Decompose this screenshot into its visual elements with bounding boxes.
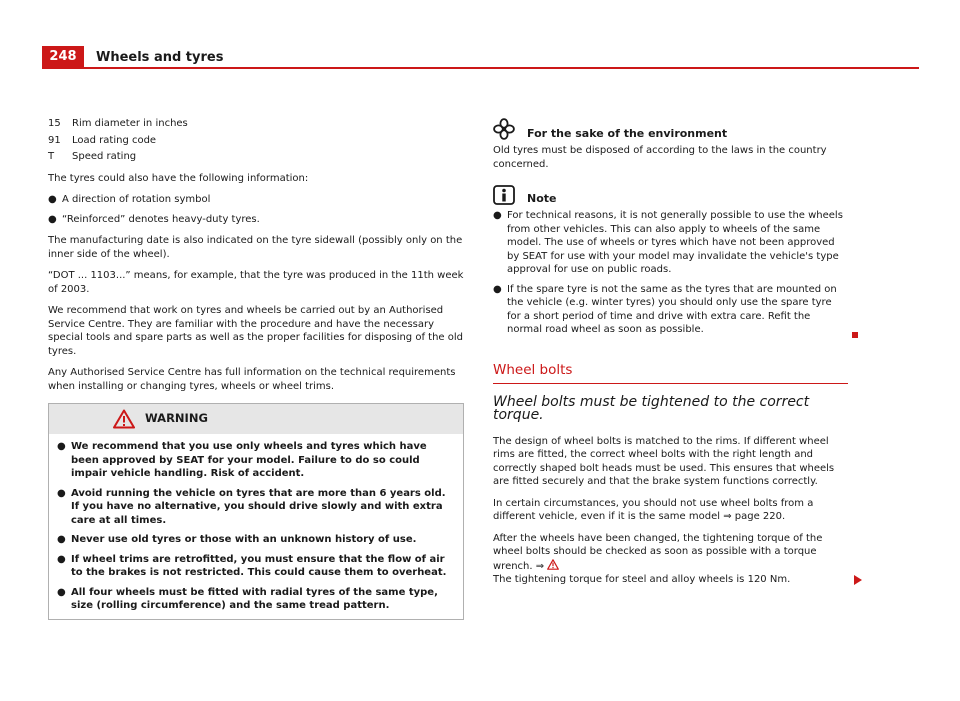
warning-header bbox=[49, 404, 463, 434]
code-key: 15 bbox=[48, 118, 61, 129]
list-item bbox=[48, 193, 464, 207]
paragraph-dot: “DOT ... 1103...” means, for example, that the tyre was produced in the 11th week of 2003. bbox=[48, 270, 464, 295]
tyre-code-list bbox=[48, 117, 464, 164]
paragraph-torque bbox=[493, 532, 848, 587]
warning-reference-link[interactable]: ⇒ bbox=[535, 560, 545, 572]
note-bullets bbox=[493, 209, 848, 337]
code-row bbox=[48, 134, 464, 148]
list-item bbox=[57, 533, 455, 547]
note-header bbox=[493, 185, 848, 205]
code-row bbox=[48, 117, 464, 131]
right-column bbox=[493, 118, 848, 587]
code-desc: Rim diameter in inches bbox=[72, 118, 188, 129]
list-item bbox=[57, 487, 455, 528]
list-item bbox=[57, 586, 455, 613]
section-title: Wheel bolts bbox=[493, 364, 848, 384]
paragraph-circumstances bbox=[493, 497, 848, 524]
bullet-icon: ● bbox=[57, 586, 66, 598]
code-key: T bbox=[48, 151, 55, 162]
paragraph-text: The tightening torque for steel and alloy wheels is 120 Nm. bbox=[493, 574, 791, 585]
chapter-title: Wheels and tyres bbox=[96, 50, 224, 65]
paragraph-text: After the wheels have been changed, the tightening torque of the wheel bolts should be checked as soon as possible with a torque wrench. bbox=[493, 532, 823, 572]
bullet-icon: ● bbox=[57, 441, 66, 452]
continue-arrow-icon bbox=[854, 575, 862, 585]
page-number: 248 bbox=[42, 46, 84, 68]
code-key: 91 bbox=[48, 134, 61, 146]
warning-triangle-icon[interactable] bbox=[547, 559, 559, 570]
bullet-icon: ● bbox=[48, 194, 57, 205]
warning-body bbox=[49, 434, 463, 619]
bullet-text: If the spare tyre is not the same as the tyres that are mounted on the vehicle (e.g. winter tyres) you should only use the spare tyre for a short period of time and drive with extra care. Refit the normal road wheel as soon as possible. bbox=[507, 283, 837, 335]
list-item bbox=[57, 440, 455, 481]
bullet-text: We recommend that you use only wheels and tyres which have been approved by SEAT for your model. Failure to do so could impair vehicle handling. Risk of accident. bbox=[71, 441, 427, 479]
list-item bbox=[57, 553, 455, 580]
list-item bbox=[493, 283, 848, 337]
paragraph-info: Any Authorised Service Centre has full information on the technical requirements when installing or changing tyres, wheels or wheel trims. bbox=[48, 367, 456, 392]
bullet-icon: ● bbox=[48, 213, 57, 225]
warning-title: WARNING bbox=[145, 411, 208, 426]
page-reference-link[interactable]: ⇒ page 220. bbox=[723, 511, 786, 522]
info-intro: The tyres could also have the following information: bbox=[48, 172, 309, 184]
bullet-icon: ● bbox=[493, 283, 502, 295]
warning-bullets bbox=[57, 440, 455, 613]
info-bullets bbox=[48, 193, 464, 226]
list-item bbox=[493, 209, 848, 277]
note-title: Note bbox=[527, 191, 557, 205]
paragraph-text: In certain circumstances, you should not use wheel bolts from a different vehicle, even if it is the same model bbox=[493, 497, 814, 522]
flower-icon bbox=[493, 118, 515, 140]
left-column bbox=[48, 117, 464, 620]
environment-text: Old tyres must be disposed of according to the laws in the country concerned. bbox=[493, 145, 827, 170]
paragraph-manufacturing: The manufacturing date is also indicated on the tyre sidewall (possibly only on the inner side of the wheel). bbox=[48, 235, 463, 260]
environment-title: For the sake of the environment bbox=[527, 126, 728, 140]
environment-header bbox=[493, 118, 848, 140]
paragraph-service: We recommend that work on tyres and wheels be carried out by an Authorised Service Centre. They are familiar with the procedure and have the necessary special tools and spare parts as well as the proper facilities for disposing of the old tyres. bbox=[48, 305, 463, 357]
code-row bbox=[48, 150, 464, 164]
bullet-text: Avoid running the vehicle on tyres that are more than 6 years old. If you have no alternative, you should drive slowly and with extra care at all times. bbox=[71, 487, 446, 526]
bullet-text: For technical reasons, it is not generally possible to use the wheels from other vehicles. This can also apply to wheels of the same model. The use of wheels or tyres which have not been approved by SEAT for use with your model may invalidate the vehicle's type approval for use on public roads. bbox=[507, 210, 843, 275]
bullet-icon: ● bbox=[493, 210, 502, 221]
code-desc: Load rating code bbox=[72, 134, 157, 146]
bullet-text: Never use old tyres or those with an unknown history of use. bbox=[71, 534, 417, 545]
bullet-icon: ● bbox=[57, 534, 66, 545]
info-icon bbox=[493, 185, 515, 205]
paragraph-design: The design of wheel bolts is matched to the rims. If different wheel rims are fitted, the correct wheel bolts with the right length and correctly shaped bolt heads must be used. This ensures that wheels are fitted securely and that the brake system functions correctly. bbox=[493, 435, 835, 487]
section-subtitle: Wheel bolts must be tightened to the correct torque. bbox=[493, 393, 810, 423]
end-square-icon bbox=[852, 332, 858, 338]
list-item bbox=[48, 213, 464, 227]
bullet-text: All four wheels must be fitted with radial tyres of the same type, size (rolling circumference) and the same tread pattern. bbox=[71, 586, 438, 611]
bullet-text: If wheel trims are retrofitted, you must ensure that the flow of air to the brakes is not restricted. This could cause them to overheat. bbox=[71, 553, 447, 578]
header-rule bbox=[42, 67, 919, 69]
bullet-text: “Reinforced” denotes heavy-duty tyres. bbox=[62, 213, 260, 225]
warning-triangle-icon bbox=[113, 409, 135, 429]
bullet-icon: ● bbox=[57, 553, 66, 565]
code-desc: Speed rating bbox=[72, 151, 137, 162]
warning-box bbox=[48, 403, 464, 620]
bullet-text: A direction of rotation symbol bbox=[62, 194, 211, 205]
bullet-icon: ● bbox=[57, 487, 66, 499]
